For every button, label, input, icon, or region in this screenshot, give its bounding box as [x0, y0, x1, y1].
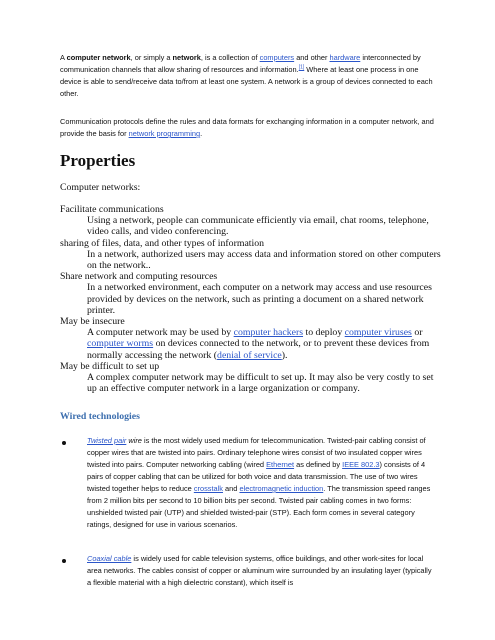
- link-electromagnetic-induction[interactable]: electromagnetic induction: [239, 484, 324, 493]
- text: Communication protocols define the rules and data formats for exchanging information in a computer network, and provide the basis for: [60, 117, 434, 138]
- link-computer-viruses[interactable]: computer viruses: [344, 327, 412, 339]
- bullet-dot: [62, 559, 66, 563]
- link-hardware[interactable]: hardware: [329, 53, 361, 62]
- text: and other: [294, 53, 330, 62]
- text: and: [223, 484, 240, 493]
- text: ).: [281, 349, 288, 361]
- property-definition: [87, 327, 442, 361]
- property-definition: A complex computer network may be difficult to set up. It may also be very costly to set up an effective computer network in a large organization or company.: [87, 372, 434, 395]
- property-term: Facilitate communications: [60, 204, 164, 215]
- properties-lead: Computer networks:: [60, 182, 141, 193]
- bold-term: computer network: [66, 53, 131, 62]
- link-twisted-pair[interactable]: Twisted pair: [87, 436, 127, 445]
- link-ethernet[interactable]: Ethernet: [266, 460, 295, 469]
- text: , or simply a: [130, 53, 173, 62]
- twisted-pair-item: [87, 435, 437, 531]
- property-term: sharing of files, data, and other types of information: [60, 237, 265, 249]
- properties-heading: Properties: [60, 151, 136, 170]
- text: or: [411, 327, 423, 339]
- link-coaxial-cable[interactable]: Coaxial cable: [87, 554, 132, 563]
- property-definition: In a networked environment, each computer on a network may access and use resources provided by devices on the network, such as printing a document on a shared network printer.: [87, 282, 432, 316]
- link-computer-hackers[interactable]: computer hackers: [233, 327, 304, 339]
- link-network-programming[interactable]: network programming: [128, 129, 201, 138]
- text: , is a collection of: [200, 53, 260, 62]
- text: is widely used for cable television systems, office buildings, and other work-sites for local area networks. The cables consist of copper or aluminum wire surrounded by an insulating layer (typically a flexible material with a high dielectric constant), which itself is: [87, 554, 432, 587]
- link-computers[interactable]: computers: [259, 53, 295, 62]
- property-definition: In a network, authorized users may access data and information stored on other computers on the network..: [87, 248, 441, 272]
- property-term: Share network and computing resources: [60, 271, 218, 283]
- text: wire: [126, 436, 142, 445]
- text: .: [200, 129, 203, 138]
- reference-link[interactable]: [1]: [298, 64, 305, 71]
- text: on devices connected to the network, or to prevent these devices from normally accessing the network (: [87, 338, 430, 361]
- text: . The transmission speed ranges from 2 million bits per second to 10 billion bits per second. Twisted pair cabling comes in two forms: unshielded twisted pair (UTP) and shielded twisted-pair (STP). Each form comes in several category ratings, designed for use in various scenarios.: [87, 484, 431, 529]
- text: ) consists of 4 pairs of copper cabling that can be utilized for both voice and data transmission. The use of two wires twisted together helps to reduce: [87, 460, 426, 493]
- bold-term: network: [172, 53, 201, 62]
- text: A computer network may be used by: [87, 327, 234, 339]
- text: A: [60, 53, 67, 62]
- properties-list: [60, 204, 442, 394]
- link-crosstalk[interactable]: crosstalk: [193, 484, 223, 493]
- wired-technologies-heading: Wired technologies: [60, 411, 140, 422]
- link-ieee-802-3[interactable]: IEEE 802.3: [342, 460, 380, 469]
- link-computer-worms[interactable]: computer worms: [87, 338, 154, 350]
- text: as defined by: [294, 460, 343, 469]
- text: interconnected by communication channels that allow sharing of resources and information.: [60, 53, 421, 74]
- property-term: May be difficult to set up: [60, 360, 160, 372]
- protocols-paragraph: [60, 116, 438, 140]
- property-term: May be insecure: [60, 316, 125, 328]
- bullet-dot: [62, 441, 66, 445]
- property-definition: Using a network, people can communicate efficiently via email, chat rooms, telephone, video calls, and video conferencing.: [87, 215, 429, 238]
- text: Where at least one process in one device is able to send/receive data to/from at least one system. A network is a group of devices connected to each other.: [60, 65, 433, 98]
- link-denial-of-service[interactable]: denial of service: [217, 349, 282, 361]
- text: is the most widely used medium for telecommunication. Twisted-pair cabling consist of copper wires that are twisted into pairs. Ordinary telephone wires consist of two insulated copper wires twisted into pairs. Computer networking cabling (wired: [87, 436, 426, 469]
- coaxial-cable-item: [87, 553, 437, 589]
- text: to deploy: [303, 327, 345, 339]
- intro-paragraph: [60, 52, 438, 100]
